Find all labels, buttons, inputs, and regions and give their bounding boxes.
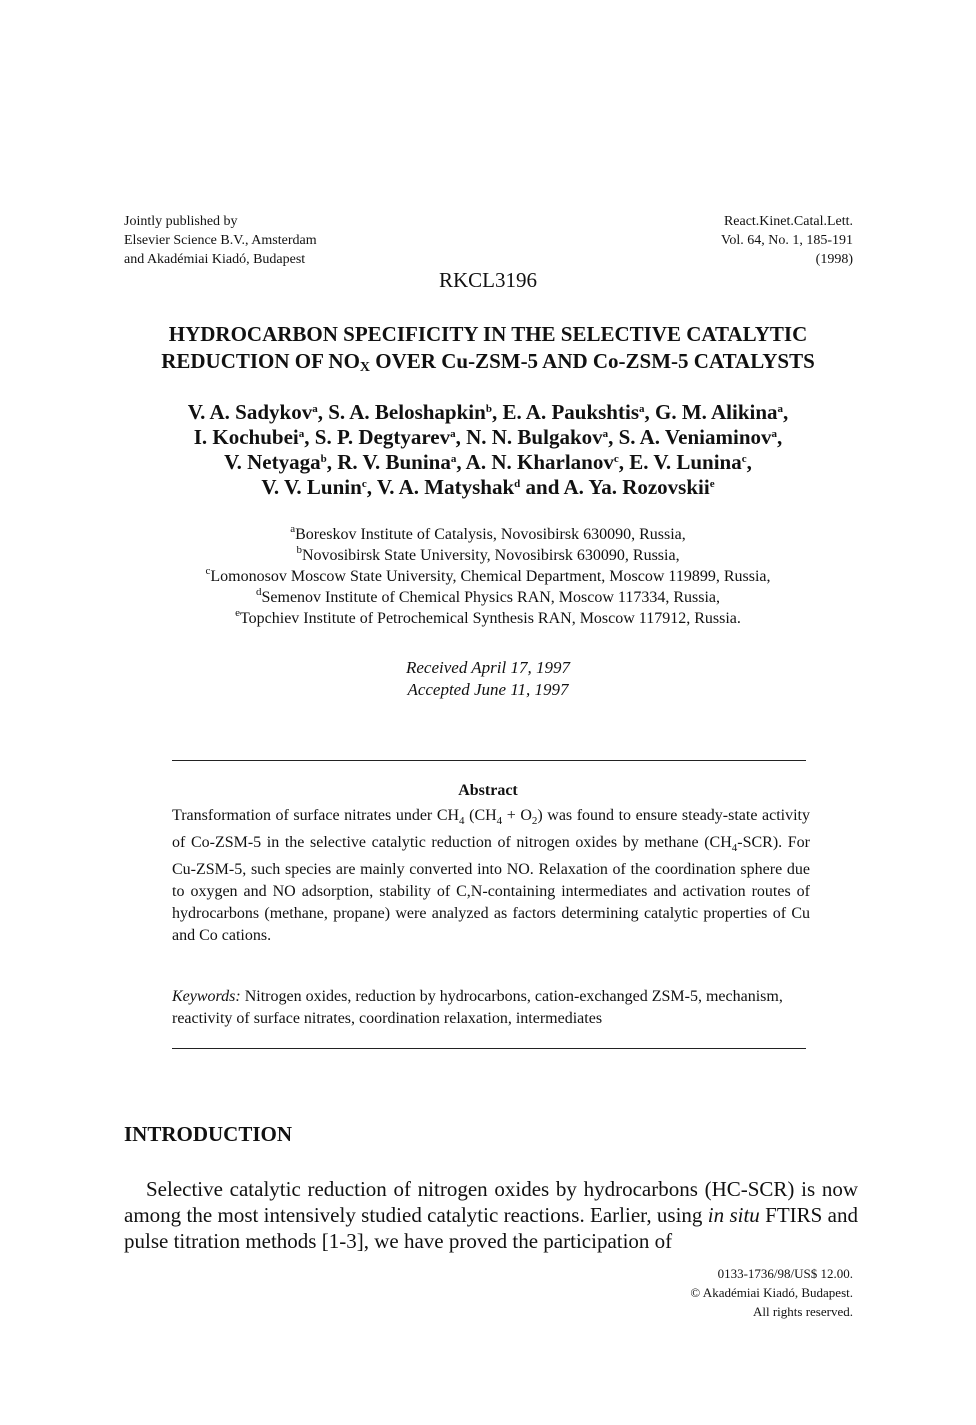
received-date: Received April 17, 1997 — [406, 658, 570, 677]
publisher-block — [124, 212, 317, 269]
author-line — [100, 450, 876, 475]
subscript: 4 — [496, 815, 503, 828]
affil-mark: a — [777, 403, 784, 415]
journal-year: (1998) — [815, 252, 853, 267]
affil-mark: b — [485, 403, 492, 415]
dates-block — [0, 657, 976, 701]
affil-mark: a — [771, 428, 778, 440]
copyright-holder: © Akadémiai Kiadó, Budapest. — [690, 1285, 853, 1300]
author: V. V. Lunin — [261, 475, 362, 499]
author: I. Kochubei — [193, 425, 299, 449]
affil-mark: a — [290, 523, 296, 535]
affiliation — [60, 545, 916, 566]
affil-mark: d — [256, 586, 262, 598]
separator: , — [783, 400, 789, 424]
intro-text: Selective catalytic reduction of nitrogen oxides by hydrocarbons (HC-SCR) is now among the most intensively studied catalytic reactions. Earlier, using — [124, 1177, 858, 1227]
title-text: REDUCTION OF NO — [161, 349, 360, 373]
author: V. A. Sadykov — [187, 400, 313, 424]
affil-mark: a — [602, 428, 609, 440]
affil-mark: c — [361, 478, 367, 490]
affiliation-text: Semenov Institute of Chemical Physics RAN, Moscow 117334, Russia, — [261, 589, 720, 606]
author: , N. N. Bulgakov — [455, 425, 603, 449]
affiliation-text: Novosibirsk State University, Novosibirsk 630090, Russia, — [301, 547, 680, 564]
issn-price: 0133-1736/98/US$ 12.00. — [717, 1266, 853, 1281]
author: , R. V. Bunina — [326, 450, 451, 474]
author: , S. A. Veniaminov — [608, 425, 772, 449]
affil-mark: c — [741, 453, 747, 465]
keywords — [172, 986, 810, 1030]
author: and A. Ya. Rozovskii — [520, 475, 710, 499]
author: , G. M. Alikina — [644, 400, 778, 424]
top-divider — [172, 760, 806, 761]
author: , A. N. Kharlanov — [456, 450, 614, 474]
affiliations — [60, 524, 916, 629]
affil-mark: a — [639, 403, 645, 415]
abstract-text: + O — [502, 807, 532, 824]
abstract-text: -SCR). For Cu-ZSM-5, such species are mainly converted into NO. Relaxation of the coordination sphere due to oxygen and NO adsorption, stability of C,N-containing intermediates and activation routes of hydrocarbons (methane, propane) were analyzed as factors determining catalytic properties of Cu and Co cations. — [172, 834, 811, 945]
affiliation-text: Boreskov Institute of Catalysis, Novosibirsk 630090, Russia, — [295, 526, 686, 543]
accepted-date: Accepted June 11, 1997 — [407, 680, 569, 699]
journal-name: React.Kinet.Catal.Lett. — [723, 214, 853, 229]
introduction-paragraph — [124, 1176, 858, 1254]
publisher-line: Elsevier Science B.V., Amsterdam — [124, 233, 317, 248]
author: , S. P. Degtyarev — [304, 425, 451, 449]
affil-mark: a — [450, 453, 457, 465]
journal-volume: Vol. 64, No. 1, 185-191 — [721, 233, 853, 248]
affil-mark: e — [709, 478, 715, 490]
author: , S. A. Beloshapkin — [317, 400, 486, 424]
separator: , — [777, 425, 783, 449]
affil-mark: b — [320, 453, 327, 465]
keywords-label: Keywords: — [172, 988, 241, 1005]
affil-mark: c — [613, 453, 619, 465]
affiliation-text: Lomonosov Moscow State University, Chemical Department, Moscow 119899, Russia, — [210, 568, 771, 585]
affil-mark: e — [235, 607, 240, 619]
abstract-body — [172, 805, 810, 947]
affiliation — [60, 524, 916, 545]
author-line — [100, 425, 876, 450]
author-list — [100, 400, 876, 500]
abstract-text: Transformation of surface nitrates under CH — [172, 807, 460, 824]
copyright-block — [560, 1264, 853, 1321]
affil-mark: a — [450, 428, 456, 440]
abstract-text: (CH — [464, 807, 497, 824]
abstract-text: ) was found to ensure steady-state activity of Co-ZSM-5 in the selective catalytic reduction of nitrogen oxides by methane (CH — [172, 807, 810, 852]
affiliation-text: Topchiev Institute of Petrochemical Synthesis RAN, Moscow 117912, Russia. — [239, 610, 741, 627]
intro-italic: in situ — [707, 1203, 760, 1227]
intro-text: FTIRS and pulse titration methods [1-3], we have proved the participation of — [124, 1203, 858, 1253]
title-line — [100, 348, 876, 381]
affil-mark: a — [298, 428, 305, 440]
abstract-heading: Abstract — [458, 782, 518, 799]
title-text: OVER Cu-ZSM-5 AND Co-ZSM-5 CATALYSTS — [370, 349, 815, 373]
subscript: 4 — [459, 815, 465, 828]
subscript: 4 — [731, 842, 738, 855]
author: , E. V. Lunina — [618, 450, 742, 474]
affiliation — [60, 587, 916, 608]
author: V. Netyaga — [224, 450, 321, 474]
author-line — [100, 475, 876, 500]
subscript: 2 — [531, 815, 538, 828]
affiliation — [60, 608, 916, 629]
affil-mark: a — [312, 403, 318, 415]
affiliation — [60, 566, 916, 587]
title-line: HYDROCARBON SPECIFICITY IN THE SELECTIVE CATALYTIC — [168, 322, 808, 346]
affil-mark: b — [296, 544, 302, 556]
rights-reserved: All rights reserved. — [752, 1304, 853, 1319]
author: , E. A. Paukshtis — [491, 400, 639, 424]
paper-title — [100, 321, 876, 381]
keywords-text: Nitrogen oxides, reduction by hydrocarbons, cation-exchanged ZSM-5, mechanism, reactivity of surface nitrates, coordination relaxation, intermediates — [172, 988, 783, 1027]
author: , V. A. Matyshak — [366, 475, 515, 499]
author-line — [100, 400, 876, 425]
title-subscript: X — [359, 360, 371, 375]
publisher-line: Jointly published by — [124, 214, 238, 229]
affil-mark: d — [514, 478, 521, 490]
affil-mark: c — [205, 565, 211, 577]
article-code: RKCL3196 — [438, 268, 537, 292]
introduction-heading: INTRODUCTION — [124, 1122, 293, 1146]
journal-block — [560, 212, 853, 269]
bottom-divider — [172, 1048, 806, 1049]
separator: , — [746, 450, 752, 474]
publisher-line: and Akadémiai Kiadó, Budapest — [124, 252, 306, 267]
